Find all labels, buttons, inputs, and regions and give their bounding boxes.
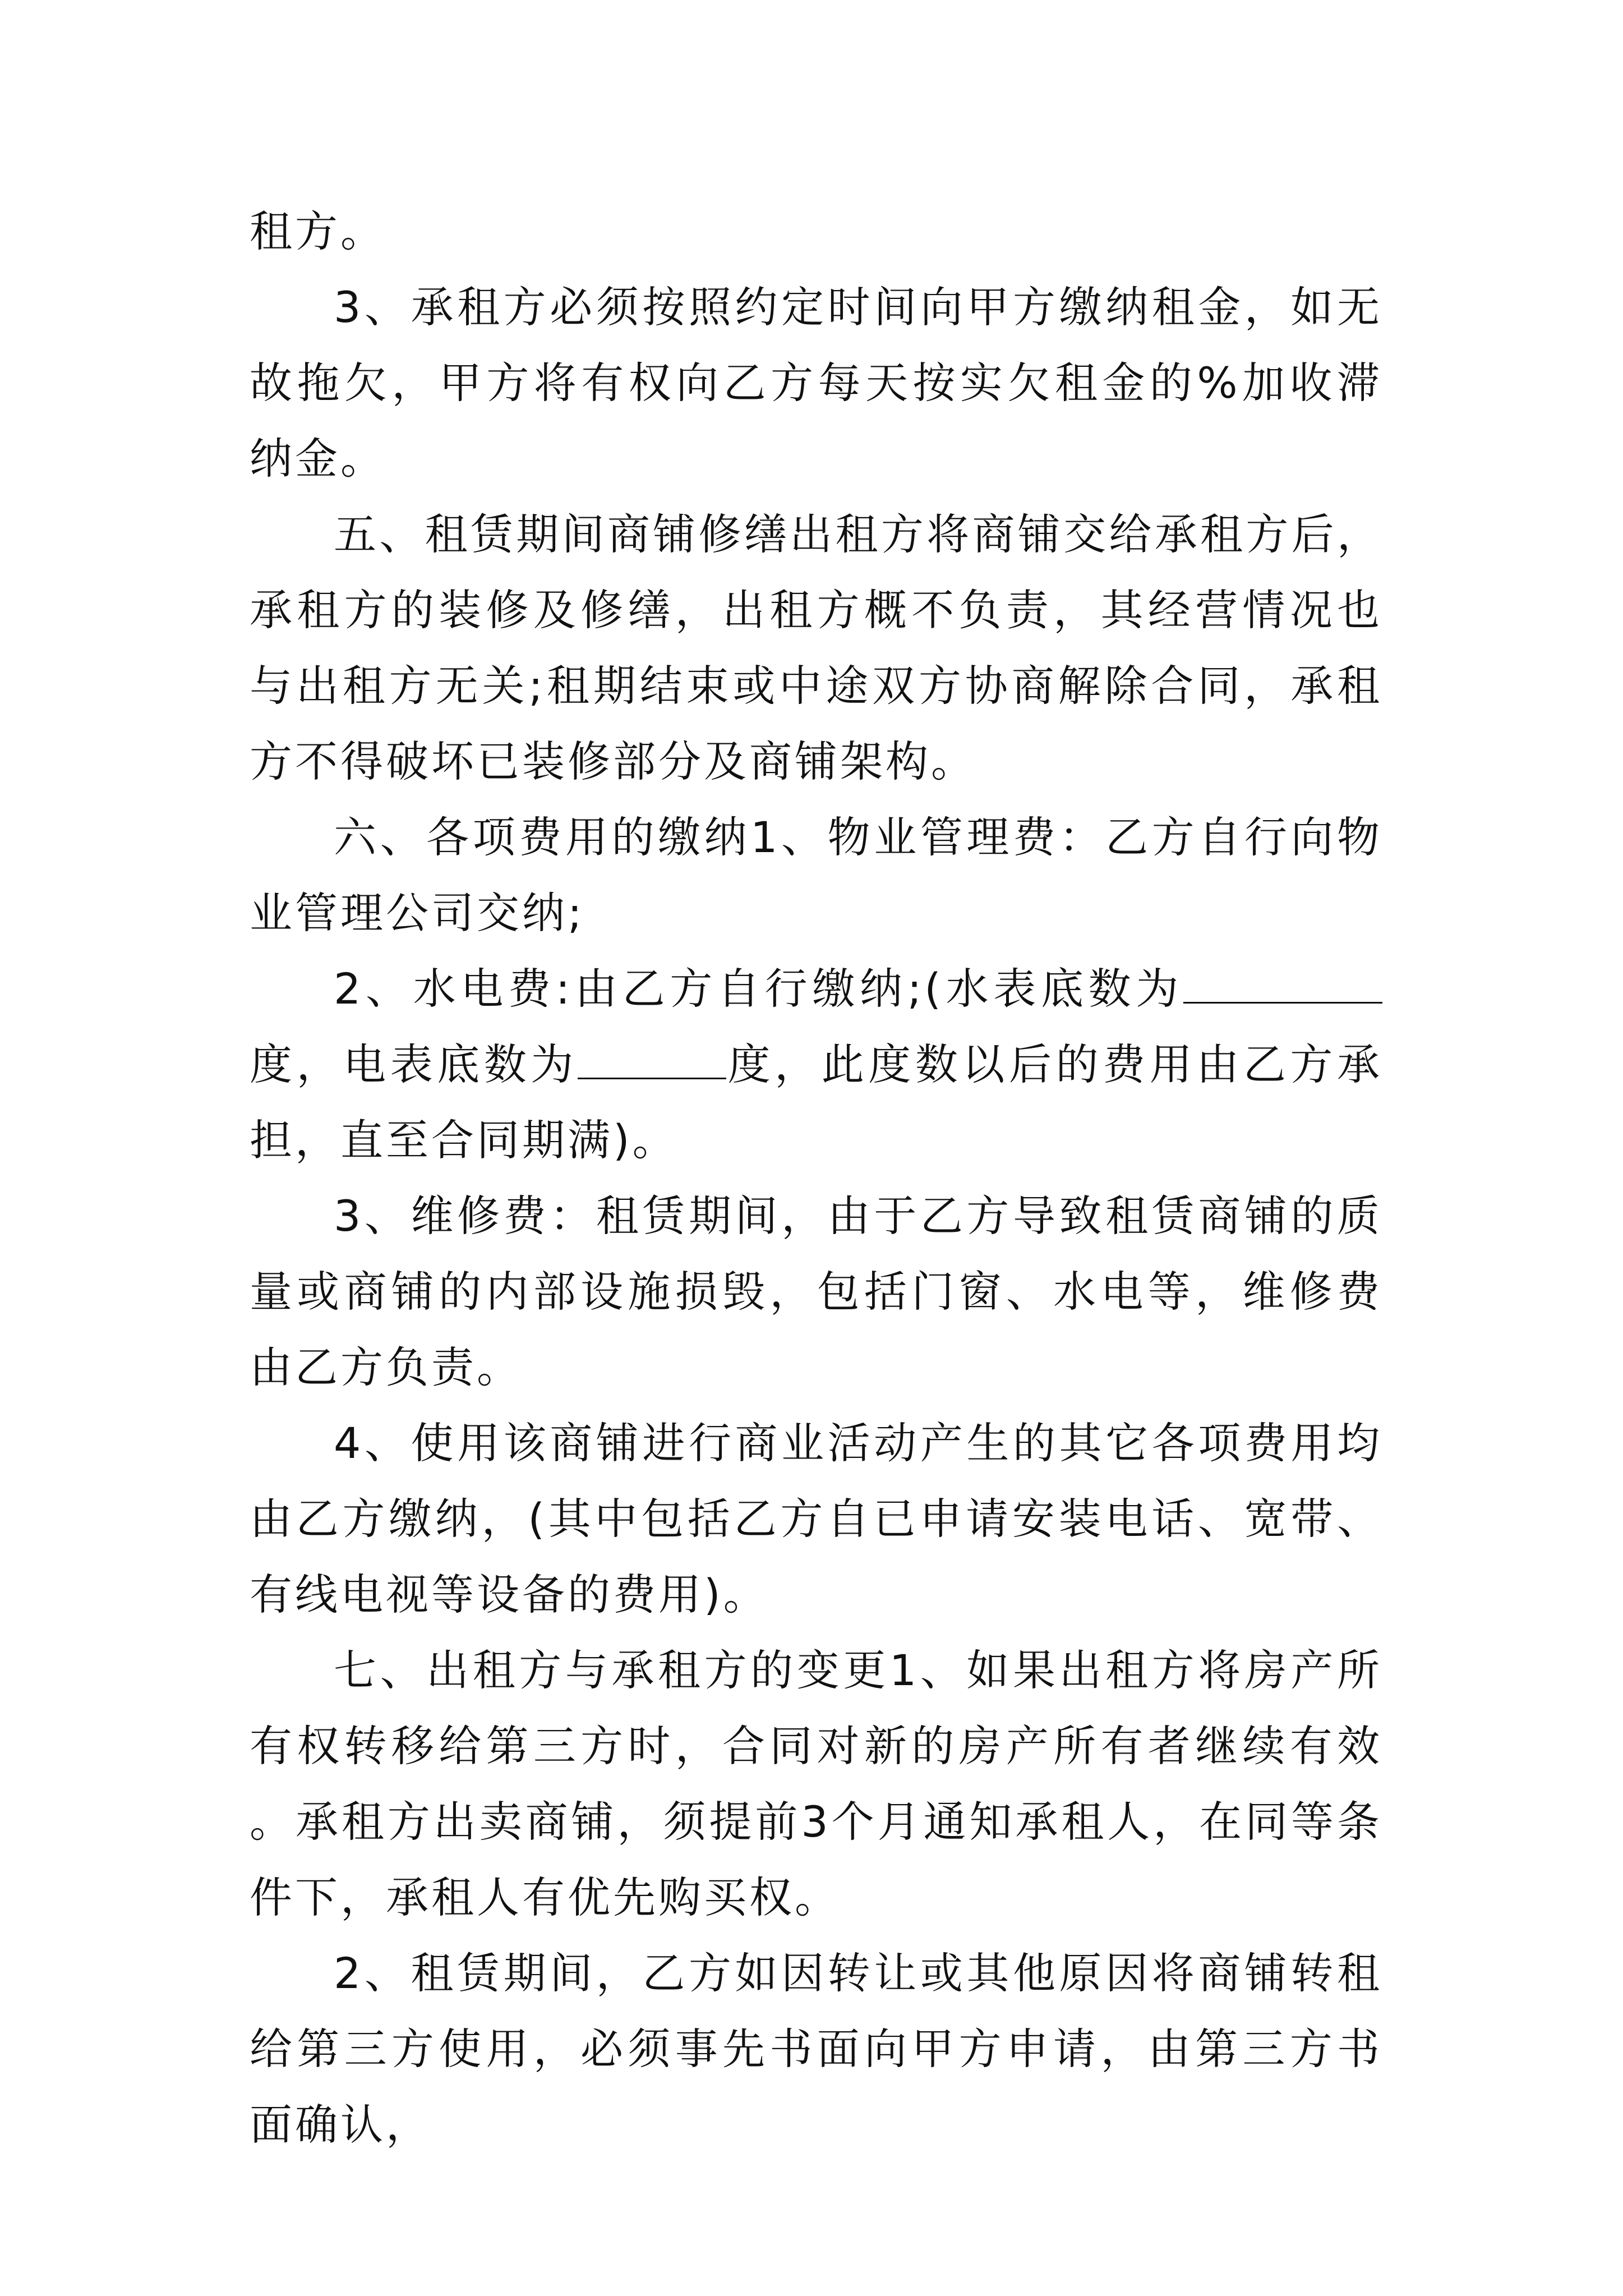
water-meter-blank-field[interactable] (1183, 968, 1382, 1004)
utility-text-part2: 度，电表底数为 (250, 1039, 578, 1089)
paragraph-sublease: 2、租赁期间，乙方如因转让或其他原因将商铺转租给第三方使用，必须事先书面向甲方申请，由第三方书面确认， (250, 1948, 1382, 2150)
utility-text-part1: 2、水电费:由乙方自行缴纳;(水表底数为 (334, 964, 1183, 1014)
paragraph-rent-payment: 3、承租方必须按照约定时间向甲方缴纳租金，如无故拖欠，甲方将有权向乙方每天按实欠租金的%加收滞纳金。 (250, 282, 1382, 484)
utility-text-part3: 度，此度数以后的费用由乙方承担，直至合同期满)。 (250, 1039, 1382, 1165)
document-body (250, 194, 1382, 2162)
paragraph-utility-fees (250, 951, 1382, 1178)
paragraph-lessor-continuation: 租方。 (250, 206, 386, 256)
paragraph-maintenance-fees: 3、维修费：租赁期间，由于乙方导致租赁商铺的质量或商铺的内部设施损毁，包括门窗、水电等，维修费由乙方负责。 (250, 1191, 1382, 1392)
paragraph-other-fees: 4、使用该商铺进行商业活动产生的其它各项费用均由乙方缴纳，(其中包括乙方自已申请安装电话、宽带、有线电视等设备的费用)。 (250, 1418, 1382, 1619)
electric-meter-blank-field[interactable] (578, 1044, 726, 1079)
paragraph-fees-property-management: 六、各项费用的缴纳1、物业管理费：乙方自行向物业管理公司交纳; (250, 812, 1382, 938)
paragraph-party-change: 七、出租方与承租方的变更1、如果出租方将房产所有权转移给第三方时，合同对新的房产所有者继续有效。承租方出卖商铺，须提前3个月通知承租人，在同等条件下，承租人有优先购买权。 (250, 1645, 1382, 1922)
paragraph-renovation-clause: 五、租赁期间商铺修缮出租方将商铺交给承租方后，承租方的装修及修缮，出租方概不负责，其经营情况也与出租方无关;租期结束或中途双方协商解除合同，承租方不得破坏已装修部分及商铺架构。 (250, 509, 1382, 786)
